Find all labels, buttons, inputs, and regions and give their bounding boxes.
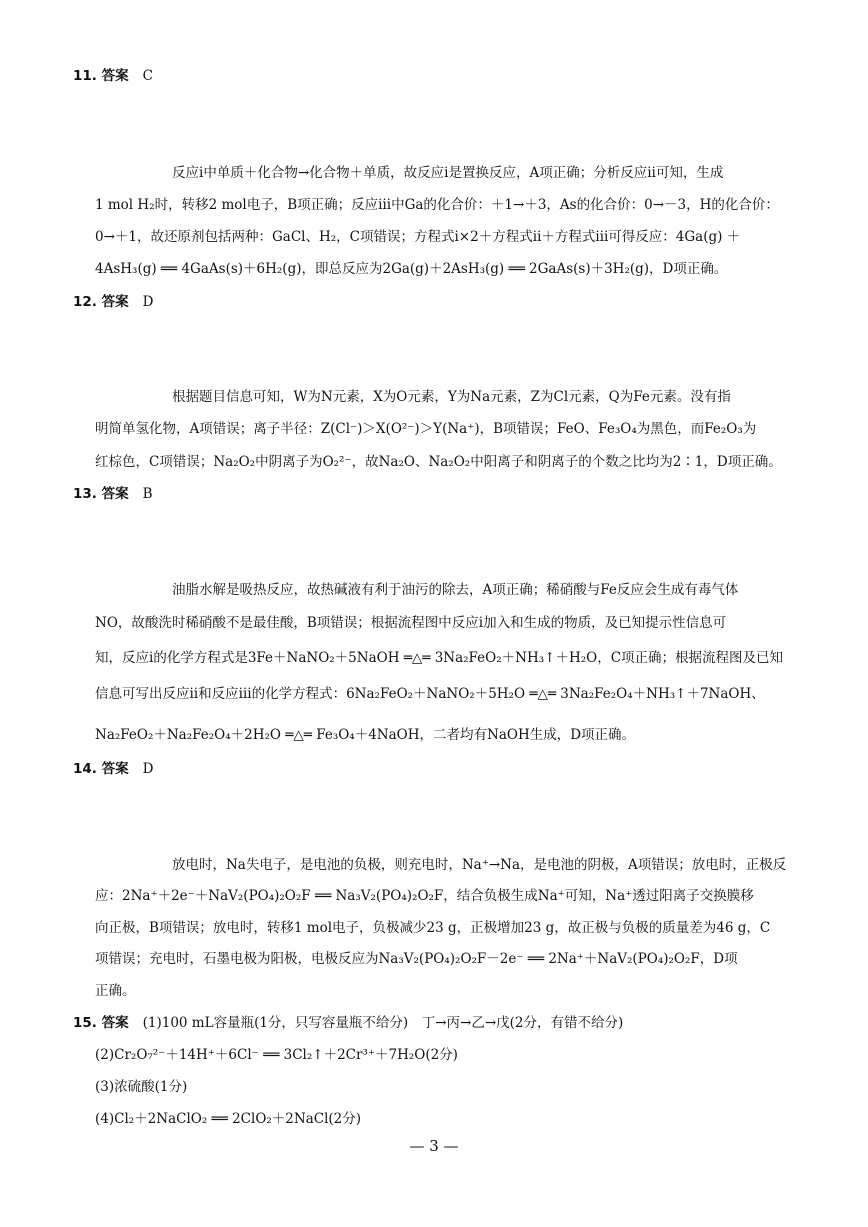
q14-line-2: 应：2Na⁺＋2e⁻＋NaV₂(PO₄)₂O₂F ══ Na₃V₂(PO₄)₂O₂F，结合负极生成Na⁺可知，Na⁺透过阳离子交换膜移 bbox=[95, 888, 754, 904]
q12-label: 12. 答案 D bbox=[73, 294, 154, 310]
q11-line-1: 反应ⅰ中单质＋化合物→化合物＋单质，故反应ⅰ是置换反应，A项正确；分析反应ⅱ可知，生成 bbox=[172, 165, 724, 181]
q14-answer: D bbox=[142, 761, 154, 777]
q15-part-4: (4)Cl₂＋2NaClO₂ ══ 2ClO₂＋2NaCl(2分) bbox=[95, 1111, 362, 1127]
q14-line-1: 放电时，Na失电子，是电池的负极，则充电时，Na⁺→Na，是电池的阴极，A项错误；放电时，正极反 bbox=[172, 857, 787, 873]
q11-line-4: 4AsH₃(g) ══ 4GaAs(s)＋6H₂(g)，即总反应为2Ga(g)＋2AsH₃(g) ══ 2GaAs(s)＋3H₂(g)，D项正确。 bbox=[95, 261, 728, 277]
q14-line-3: 向正极，B项错误；放电时，转移1 mol电子，负极减少23 g，正极增加23 g，故正极与负极的质量差为46 g，C bbox=[95, 920, 771, 936]
q14-line-5: 正确。 bbox=[95, 983, 136, 999]
q15-part-1: (1)100 mL容量瓶(1分，只写容量瓶不给分) 丁→丙→乙→戊(2分，有错不给分) bbox=[142, 1015, 624, 1031]
q13-line-3: 知，反应ⅰ的化学方程式是3Fe＋NaNO₂＋5NaOH ═△═ 3Na₂FeO₂＋NH₃↑＋H₂O，C项正确；根据流程图及已知 bbox=[95, 650, 784, 666]
q13-label: 13. 答案 B bbox=[73, 486, 153, 502]
q13-line-2: NO，故酸洗时稀硝酸不是最佳酸，B项错误；根据流程图中反应ⅰ加入和生成的物质，及已知提示性信息可 bbox=[95, 615, 727, 631]
q12-line-3: 红棕色，C项错误；Na₂O₂中阴离子为O₂²⁻，故Na₂O、Na₂O₂中阳离子和阴离子的个数之比均为2∶1，D项正确。 bbox=[95, 454, 782, 470]
q12-line-1: 根据题目信息可知，W为N元素，X为O元素，Y为Na元素，Z为Cl元素，Q为Fe元素。没有指 bbox=[172, 389, 731, 405]
q12-line-2: 明简单氢化物，A项错误；离子半径：Z(Cl⁻)＞X(O²⁻)＞Y(Na⁺)，B项错误；FeO、Fe₃O₄为黑色，而Fe₂O₃为 bbox=[95, 421, 757, 437]
q11-line-2: 1 mol H₂时，转移2 mol电子，B项正确；反应ⅲ中Ga的化合价：＋1→＋3，As的化合价：0→－3，H的化合价： bbox=[95, 197, 779, 213]
q11-line-3: 0→＋1，故还原剂包括两种：GaCl、H₂，C项错误；方程式ⅰ×2＋方程式ⅱ＋方程式ⅲ可得反应：4Ga(g) ＋ bbox=[95, 229, 741, 245]
q13-line-1: 油脂水解是吸热反应，故热碱液有利于油污的除去，A项正确；稀硝酸与Fe反应会生成有毒气体 bbox=[172, 582, 739, 598]
q13-line-4: 信息可写出反应ⅱ和反应ⅲ的化学方程式：6Na₂FeO₂＋NaNO₂＋5H₂O ═△═ 3Na₂Fe₂O₄＋NH₃↑＋7NaOH、 bbox=[95, 686, 765, 702]
q11-label: 11. 答案 C bbox=[73, 68, 153, 84]
page-number: — 3 — bbox=[409, 1137, 459, 1155]
q14-label: 14. 答案 D bbox=[73, 761, 154, 777]
q12-answer: D bbox=[142, 294, 154, 310]
q14-line-4: 项错误；充电时，石墨电极为阳极，电极反应为Na₃V₂(PO₄)₂O₂F－2e⁻ ══ 2Na⁺＋NaV₂(PO₄)₂O₂F，D项 bbox=[95, 951, 738, 967]
q15-label: 15. 答案 (1)100 mL容量瓶(1分，只写容量瓶不给分) 丁→丙→乙→戊(2分，有错不给分) bbox=[73, 1015, 624, 1031]
q13-answer: B bbox=[142, 486, 153, 502]
q15-part-3: (3)浓硫酸(1分) bbox=[95, 1079, 188, 1095]
q11-answer: C bbox=[142, 68, 153, 84]
q15-part-2: (2)Cr₂O₇²⁻＋14H⁺＋6Cl⁻ ══ 3Cl₂↑＋2Cr³⁺＋7H₂O(2分) bbox=[95, 1047, 458, 1063]
q13-line-5: Na₂FeO₂＋Na₂Fe₂O₄＋2H₂O ═△═ Fe₃O₄＋4NaOH，二者均有NaOH生成，D项正确。 bbox=[95, 727, 636, 743]
